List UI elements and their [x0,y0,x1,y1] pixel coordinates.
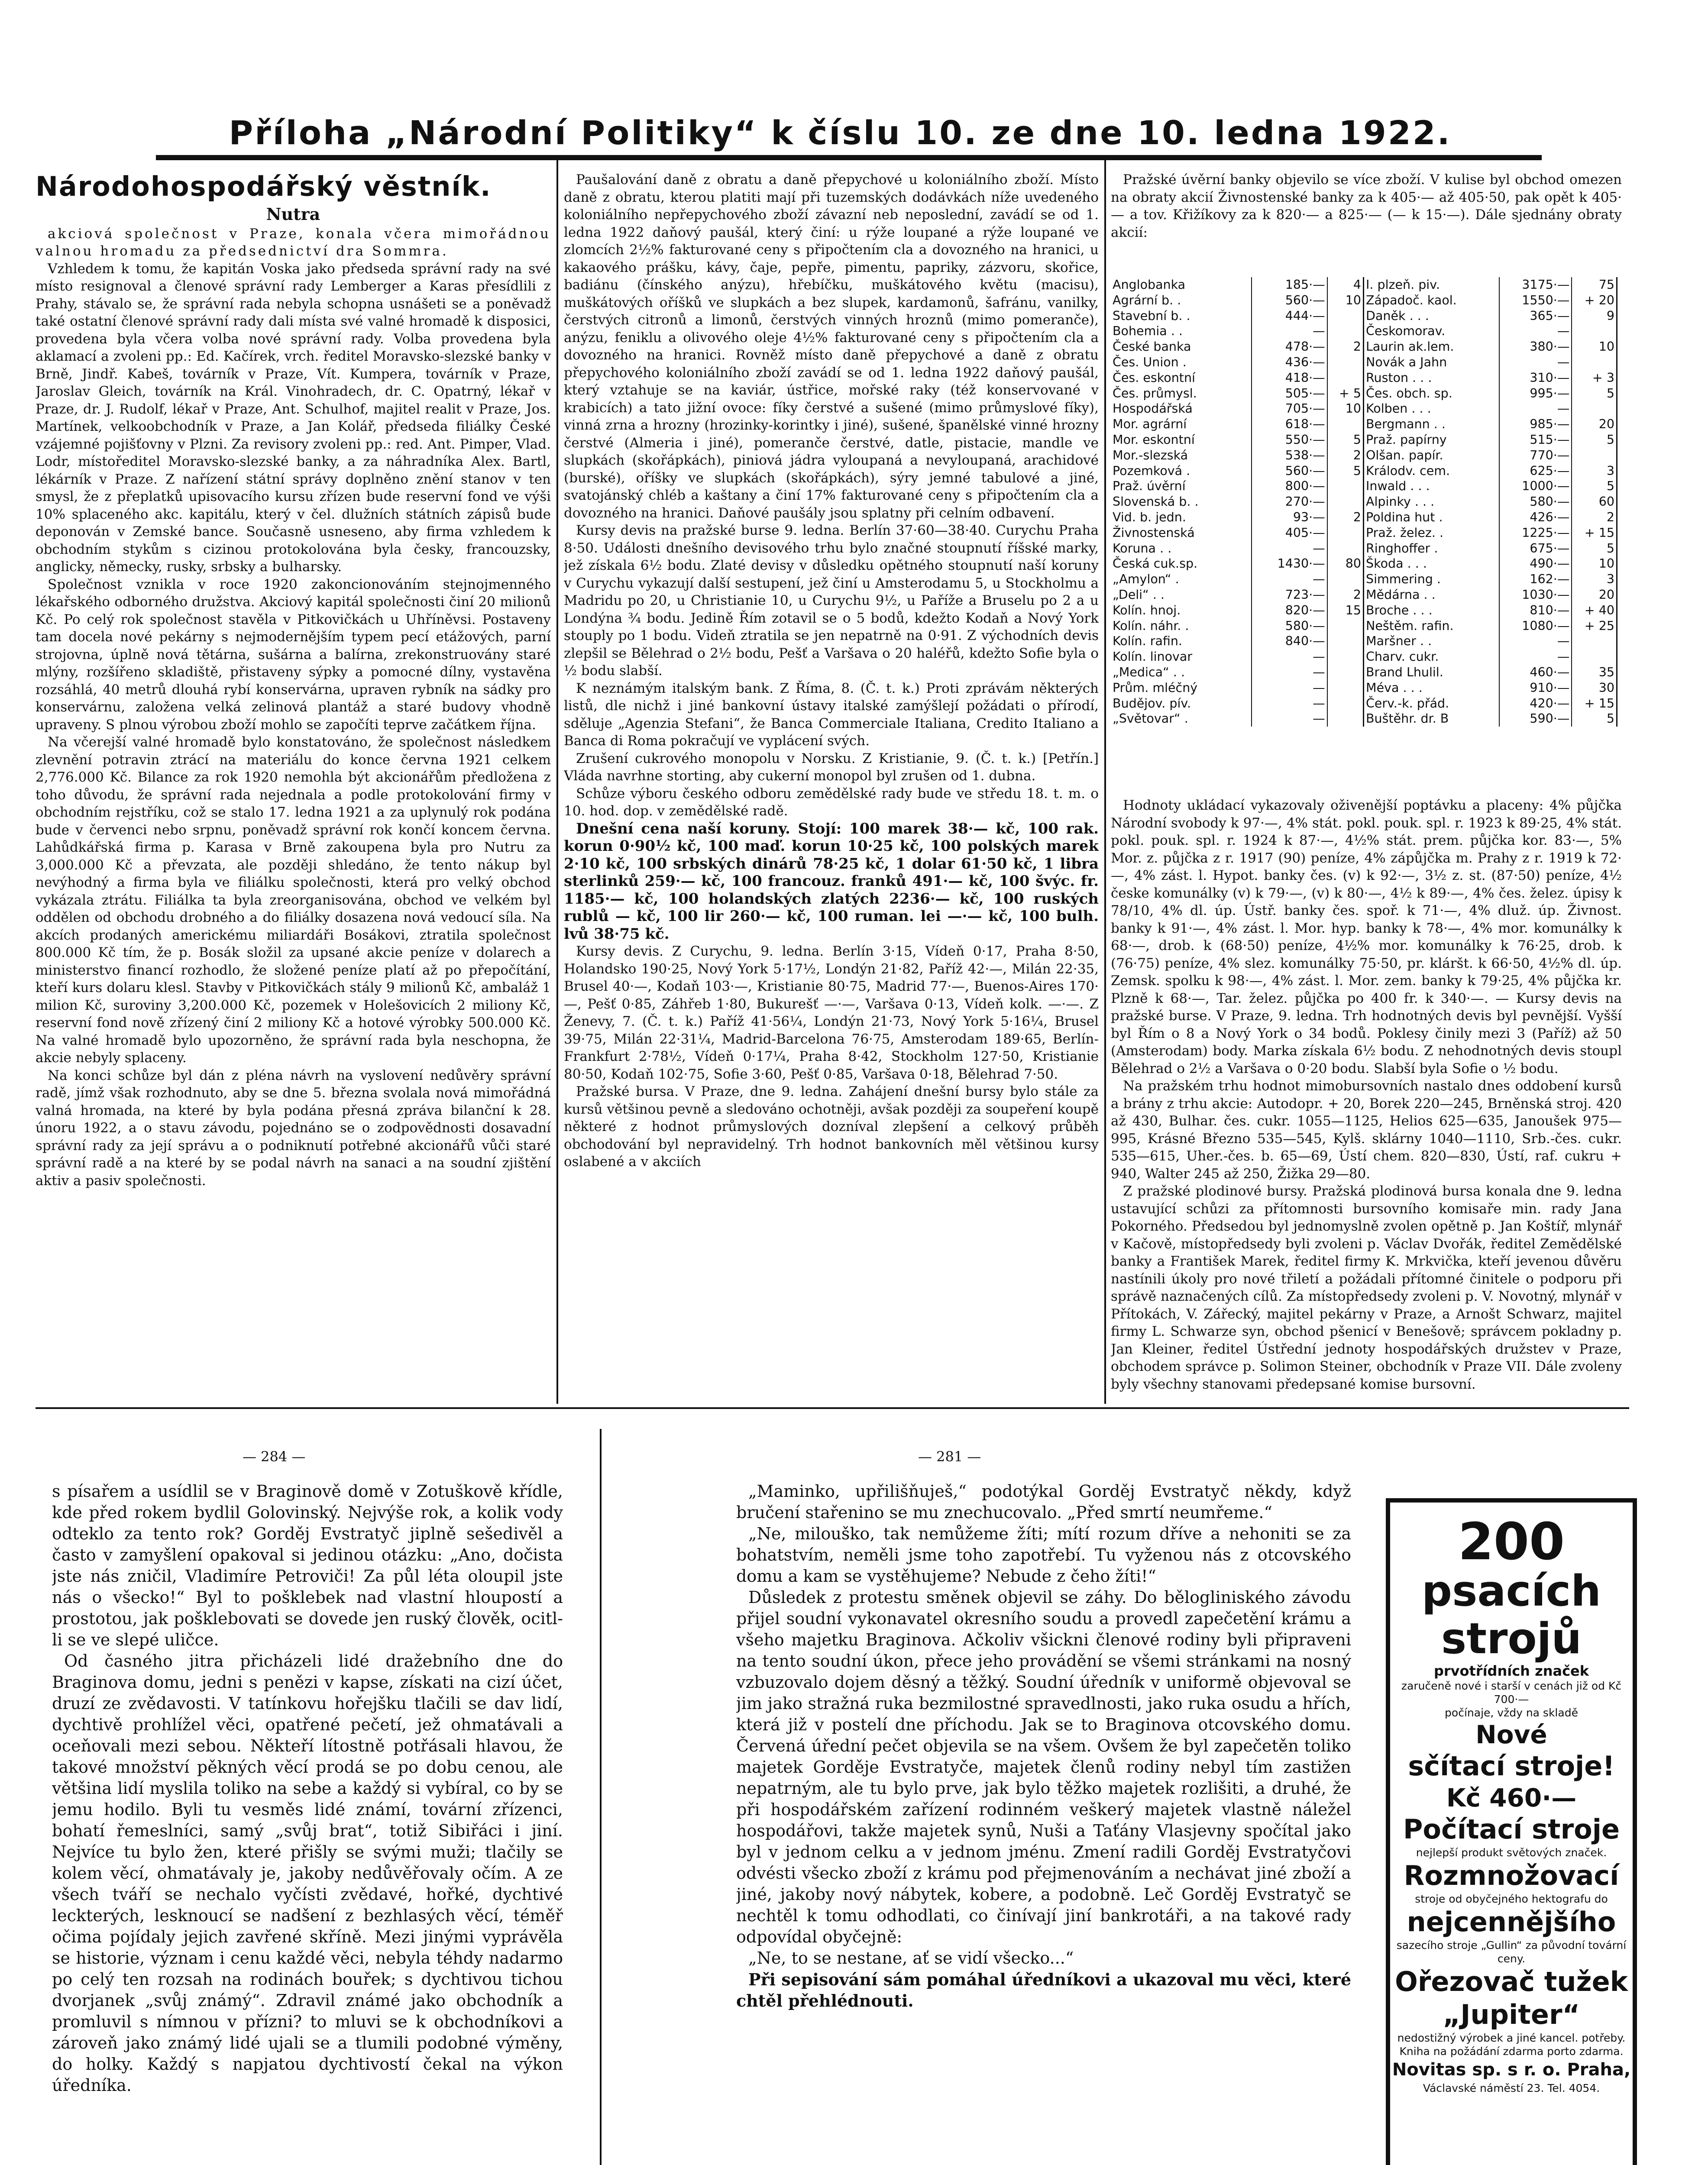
article-heading-nutra: Nutra [266,204,320,224]
stock-change: 3 [1572,463,1617,479]
article-paragraph: Na včerejší valné hromadě bylo konstatováno, že společnost následkem zlevnění potravin ztrácí na materiálu do konce června 1921 celkem 2,776.000 Kč. Bilance za rok 1920 nemohla být akcionářům předložena z toho důvodu, že správní rada nejednala a podle protokolování firmy v obchodním rejstříku, což se stalo 17. ledna 1921 a za uplynulý rok podána bude v červenci nebo srpnu, poněvadž správní rok končí koncem června. Lahůdkářská firma p. Karasa v Brně zakoupena byla pro Nutru za 3,000.000 Kč a převzata, ale později shledáno, že tento nákup byl nevýhodný a firma byla ve filiálku společnosti, která pro velký obchod vykázala ztrátu. Filiálka ta byla zreorganisována, obchod ve velkém byl oddělen od obchodu drobného a do filiálky dosazena nová vedoucí síla. Na akcích prodaných americkému miliardáři Bosákovi, ztratila společnost 800.000 Kč tím, že p. Bosák složil za upsané akcie peníze v dolarech a ministerstvo financí rozhodlo, že složené peníze platí až po přepočítání, kteří kurs dolaru klesl. Stavby v Pitkovičkách stály 9 milionů Kč, ambaláž 1 milion Kč, suroviny 3,200.000 Kč, pozemek v Holešovicích 2 miliony Kč, reservní fond nově zřízený činí 2 miliony Kč a hotové výrobky 500.000 Kč. Na valné hromadě bylo upozorněno, že správní rada byla neschopna, že akcie nebyly splaceny. [36,734,551,1066]
advertisement-novitas [1386,1498,1637,2165]
ad-psacich: psacích [1421,1567,1601,1616]
ad-line: Václavské náměstí 23. Tel. 4054. [1423,2082,1600,2094]
ad-line: Počítací stroje [1403,1813,1620,1845]
stock-change: 5 [1572,478,1617,494]
stock-name: Maršner . . [1366,634,1432,649]
ad-line: zaručeně nové i starší v cenách již od Kč 700·— [1401,1680,1622,1706]
stock-row [1364,417,1617,432]
stock-name: Česká cuk.sp. [1113,556,1198,571]
stock-price: — [1252,696,1327,711]
stock-price: 820·— [1252,603,1327,618]
story-paragraph: „Ne, to se nestane, ať se vidí všecko...“ [748,1948,1074,1968]
stock-name: Mor. eskontní [1113,432,1195,447]
story-paragraph: „Maminko, upřilišňuješ,“ podotýkal Gorděj Evstratyč někdy, když bručení stařenino se mu znechucovalo. „Před smrtí neumřeme.“ [736,1482,1351,1522]
stock-price: — [1499,355,1572,370]
stock-row [1111,603,1364,618]
stock-change: 15 [1327,603,1364,618]
stock-price: 538·— [1252,448,1327,463]
stock-change: 2 [1327,339,1364,355]
stock-change [1327,665,1364,680]
stock-name: Kolín. hnoj. [1113,603,1181,617]
stock-price: 590·— [1499,711,1572,727]
stock-change [1572,448,1617,463]
stock-row [1111,556,1364,572]
stock-row [1364,587,1617,603]
header-rule [156,155,1542,160]
stock-name: Kolben . . . [1366,401,1431,416]
stock-change [1572,401,1617,417]
stock-row [1364,339,1617,355]
stock-change: + 20 [1572,293,1617,308]
column-rule-1 [556,157,558,1404]
stock-price: 460·— [1499,665,1572,680]
stock-name: Mědárna . . [1366,587,1436,602]
stock-row [1111,308,1364,324]
stock-name: Kolín. rafin. [1113,634,1182,649]
stock-price: 478·— [1252,339,1327,355]
stock-name: Broche . . . [1366,603,1433,617]
stock-row [1364,618,1617,634]
page-number-left: — 284 — [243,1448,306,1465]
stock-name: Inwald . . . [1366,479,1430,494]
stock-name: Olšan. papír. [1366,448,1443,462]
stock-change: 3 [1572,572,1617,587]
stock-name: Čes. Union . [1113,355,1187,369]
story-paragraph: Důsledek z protestu směnek objevil se záhy. Do bělogliniského závodu přijel soudní vykonavatel okresního soudu a provedl zapečetění krámu a všeho majetku Braginova. Ačkoliv všickni členové rodiny byli připraveni na tento soudní úkon, přece jeho provádění se všemi stránkami na nosný vzbuzovalo dojem děsný a těžký. Soudní úředník v uniformě objevoval se jim jako stražná ruka bezmilostné spravedlnosti, jako ruka osudu a hřích, která již v postelí dne příchodu. Jak se to Braginova otcovského domu. Červená úřední pečet objevila se na všem. Ovšem že byl zapečetěn toliko majetek Gorděje Evstratyče, majetek členů rodiny nebyl tím zastižen nepatrným, ale tu bylo prve, jak bylo těžko majetek rozlišiti, a druhé, že při hospodářském zařízení rodinném veškerý majetek vlastně náležel hospodářovi, takže majetek synů, Nuši a Taťány Vlasjevny spočítal jako byl v jednom celku a v jednom jménu. Zmení radili Gorděj Evstratyčovi odvésti všecko zboží z krámu pod přejmenováním a nechávat jiné zboží a jiné, jakoby nový nábytek, kobere, a podobně. Leč Gorděj Evstratyč se nechtěl k tomu odhodlati, co činívají jiní bankrotáři, a na takové rady odpovídal obyčejně: [736,1588,1351,1946]
stock-change: 5 [1327,432,1364,448]
stock-change [1572,633,1617,649]
stock-change [1327,370,1364,386]
stock-change: + 25 [1572,618,1617,634]
stock-price: 1000·— [1499,478,1572,494]
stock-price: 810·— [1499,603,1572,618]
stock-name: „Deli“ . . [1113,587,1165,602]
stock-change [1327,541,1364,556]
stock-row [1364,633,1617,649]
stock-price: 800·— [1252,478,1327,494]
stock-change: 20 [1572,417,1617,432]
stock-name: Čes. průmysl. [1113,386,1197,401]
stock-name: Koruna . . [1113,541,1172,556]
stock-change: 2 [1327,587,1364,603]
news-item-koruna: Dnešní cena naší koruny. Stojí: 100 marek 38·— kč, 100 rak. korun 0·90½ kč, 100 maď. korun 10·25 kč, 100 polských marek 2·10 kč, 100 srbských dinárů 78·25 kč, 1 dolar 61·50 kč, 1 libra sterlinků 259·— kč, 100 francouz. franků 491·— kč, 100 švýc. fr. 1185·— kč, 100 holandských zlatých 2236·— kč, 100 ruských rublů — kč, 100 lir 260·— kč, 100 ruman. lei —·— kč, 100 bulh. lvů 38·75 kč. [564,820,1099,943]
stock-change: 9 [1572,308,1617,324]
stock-name: Simmering . [1366,572,1441,587]
stock-name: „Medica“ . . [1113,665,1185,679]
stock-name: Vid. b. jedn. [1113,510,1186,524]
stock-price: 1550·— [1499,293,1572,308]
stock-change [1327,494,1364,510]
stock-price: 270·— [1252,494,1327,510]
stock-price: 1080·— [1499,618,1572,634]
stock-row [1111,323,1364,339]
stock-row [1364,355,1617,370]
stock-name: Charv. cukr. [1366,650,1439,664]
stock-price: — [1252,649,1327,665]
news-item: Z pražské plodinové bursy. Pražská plodinová bursa konala dne 9. ledna ustavující schůzi za přítomnosti bursovního komisaře min. rady Jana Pokorného. Předsedou byl jednomyslně zvolen opětně p. Jan Koštíř, mlynář v Kačově, místopředsedy byli zvoleni p. Václav Dvořák, ředitel Zemědělské banky a František Marek, ředitel firmy K. Mrkvička, kteří jevenou důvěru nastínili úkoly pro nové třiletí a požádali přítomné činitele o podporu při správě naznačených cílů. Za místopředsedy zvoleni p. V. Novotný, mlynář v Přítokách, V. Zářecký, majitel pekárny v Praze, a Arnošt Schwarz, majitel firmy L. Schwarze syn, obchod pšenicí v Benešově; správcem pokladny p. Jan Kleiner, ředitel Ústřední jednoty hospodářských družstev v Praze, obchodem správce p. Solimon Steiner, obchodník v Praze VII. Dále zvoleny byly všechny stanovami předepsané komise bursovní. [1111,1183,1622,1392]
stock-name: Slovenská b. . [1113,494,1199,509]
stock-table [1111,277,1617,792]
stock-change: 35 [1572,665,1617,680]
stock-change [1572,649,1617,665]
stock-change [1327,680,1364,696]
stock-row [1364,711,1617,727]
stock-row [1111,277,1364,293]
stock-row [1111,355,1364,370]
ad-line: Ořezovač tužek [1395,1966,1628,1997]
stock-change [1327,525,1364,541]
ad-line: Novitas sp. s r. o. Praha, [1392,2060,1631,2080]
stock-name: Škoda . . . [1366,556,1427,571]
ad-line: nejcennějšího [1407,1906,1616,1938]
stock-row [1111,432,1364,448]
stock-price: 426·— [1499,510,1572,525]
page-number-middle: — 281 — [918,1448,981,1465]
stock-price: 560·— [1252,463,1327,479]
stock-name: „Světovar“ . [1113,711,1188,726]
ad-line: Rozmnožovací [1404,1860,1619,1891]
section-masthead: Národohospodářský věstník. [36,171,492,202]
stock-change: 4 [1327,277,1364,293]
stock-row [1111,401,1364,417]
stock-price: 625·— [1499,463,1572,479]
stock-price: — [1499,401,1572,417]
bourse-intro-text: Pražské úvěrní banky objevilo se více zboží. V kulise byl obchod omezen na obraty akcií Živnostenské banky za k 405·— až 405·50, pak opět k 405·— a tov. Křižíkovy za k 820·— a 825·— (— k 15·—). Dále sjednány obraty akcií: [1111,172,1622,240]
stock-change [1327,355,1364,370]
stock-row [1364,448,1617,463]
news-item: Hodnoty ukládací vykazovaly oživenější poptávku a placeny: 4% půjčka Národní svobody k 97·—, 4% stát. pokl. pouk. spl. r. 1923 k 89·25, 4% stát. pokl. pouk. spl. r. 1924 k 87·—, 4½% stát. prem. půjčka kor. 83·—, 5% Mor. z. půjčka z r. 1917 (90) peníze, 4% zápůjčka m. Prahy z r. 1919 k 72·—, 4% zást. l. Hypot. banky čes. (v) k 92·—, 3½ z. st. (87·50) peníze, 4½ česke komunálky (v) k 79·—, (v) k 80·—, 4½ k 89·—, 4% čes. želez. úpisy k 78/10, 4% dl. úp. Ústř. banky čes. spoř. k 71·—, 4% dluž. úp. Živnost. banky k 91·—, 4% zást. l. Mor. hyp. banky k 78·—, 4% mor. komunálky k 68·—, drob. k (68·50) peníze, 4½% mor. komunálky k 76·25, drob. k (76·75) peníze, 4% slez. komunálky 75·50, pr. kláršt. k 66·50, 4½% dl. úp. Zemsk. spolku k 98·—, 4% zást. l. Mor. zem. banky k 79·25, 4% půjčka kr. Plzně k 68·—, Tar. želez. půjčka po 400 fr. k 340·—. — Kursy devis na pražské burse. V Praze, 9. ledna. Trh hodnotných devis byl pevnější. Vyšší byl Řím o 8 a Nový York o 34 bodů. Poklesy činily mezi 3 (Paříž) až 50 (Amsterodam) body. Marka získala 6½ bodu. Z nehodnotných devis stoupl Bělehrad o 2½ a Varšava o 0·20 bodu. Slabší byla Sofie o ½ bodu. [1111,798,1622,1076]
stock-name: Živnostenská [1113,525,1195,540]
story-paragraph: s písařem a usídlil se v Braginově domě v Zotuškově křídle, kde před rokem bydlil Golovinský. Nejvýše rok, a kolik vody odteklo za tento rok? Gorděj Evstratyč jiplně sešedivěl a často v zamyšlení opakoval si jedinou otázku: „Ano, dočista jste nás zničil, Vladimíre Petroviči! Za půl léta oloupil jste nás o všecko!“ Byl to pošklebek nad vlastní hloupostí a prostotou, jak pošklebovati se dovede jen ruský člověk, ocitl-li se ve slepé uličce. [52,1482,563,1649]
stock-row [1364,696,1617,711]
ad-line: počínaje, vždy na skladě [1445,1706,1578,1719]
stock-change: 30 [1572,680,1617,696]
stock-change: 5 [1327,463,1364,479]
stock-price: 723·— [1252,587,1327,603]
story-paragraph: Při sepisování sám pomáhal úředníkovi a ukazoval mu věci, které chtěl přehlédnouti. [736,1970,1351,2010]
ad-line: stroje od obyčejného hektografu do [1415,1893,1608,1905]
stock-row [1364,556,1617,572]
stock-change [1327,633,1364,649]
stock-row [1364,541,1617,556]
stock-row [1111,618,1364,634]
stock-change: + 5 [1327,386,1364,401]
stock-change [1572,323,1617,339]
stock-change: 75 [1572,277,1617,293]
stock-price: 444·— [1252,308,1327,324]
stock-row [1364,370,1617,386]
stock-price: 840·— [1252,633,1327,649]
stock-price: — [1499,633,1572,649]
stock-price: — [1252,572,1327,587]
stock-name: Bohemia . . [1113,324,1183,339]
stock-price: 3175·— [1499,277,1572,293]
stock-row [1364,494,1617,510]
stock-name: Ruston . . . [1366,370,1432,385]
stock-name: Čes. eskontní [1113,370,1195,385]
stock-price: 705·— [1252,401,1327,417]
stock-change: 60 [1572,494,1617,510]
stock-change [1327,618,1364,634]
stock-name: Daněk . . . [1366,308,1429,323]
stock-price: 580·— [1252,618,1327,634]
stock-change [1327,711,1364,727]
stock-price: 162·— [1499,572,1572,587]
news-item: Kursy devis na pražské burse 9. ledna. Berlín 37·60—38·40. Curychu Praha 8·50. Události dnešního devisového trhu bylo značné stoupnutí říšské marky, jež získala 6½ bodu. Zlaté devisy v důsledku opětného stoupnutí naší koruny v Curychu vykazují další sestupení, jež činí u Amsterodamu 5, u Stockholmu a Madridu po 20, u Christianie 10, u Curychu 9½, u Paříže a Bruselu po 2 a u Londýna ¾ bodu. Jedině Řím zotavil se o 5 bodů, kdežto Kodaň a Nový York stouply po 1 bodu. Videň ztratila se jen nepatrně na 0·91. Z východních devis zlepšil se Bělehrad o 2½ bodu, Pešť a Varšava o 20 haléřů, kdežto Sofie byla o ½ bodu slabší. [564,523,1099,679]
page-header: Příloha „Národní Politiky“ k číslu 10. ze dne 10. ledna 1922. [229,113,1452,152]
stock-name: Prům. mléčný [1113,680,1198,695]
news-item: Pražské bursa. V Praze, dne 9. ledna. Zahájení dnešní bursy bylo stále za kursů většinou pevně a sledováno ochotněji, avšak později za soupeření koupě některé z hodnot průmyslových dozníval zlepšení a celkový průběh obchodování byl nepravidelný. Trh hodnot bankovních měl většinou kursy oslabené a v akciích [564,1084,1099,1170]
stock-name: Mor. agrární [1113,417,1187,432]
stock-price: 418·— [1252,370,1327,386]
stock-price: 580·— [1499,494,1572,510]
story-paragraph: „Ne, milouško, tak nemůžeme žíti; mítí rozum dříve a nehoniti se za bohatstvím, neměli jsme toho zapotřebí. Tu vyženou nás z otcovského domu a kam se vystěhujeme? Nebude z čeho žíti!“ [736,1524,1351,1586]
stock-change: 5 [1572,432,1617,448]
stock-change [1327,478,1364,494]
stock-price: 1430·— [1252,556,1327,572]
stock-change: 2 [1327,510,1364,525]
stock-row [1111,463,1364,479]
stock-price: 1225·— [1499,525,1572,541]
stock-row [1111,339,1364,355]
stock-price: 770·— [1499,448,1572,463]
news-item: Na pražském trhu hodnot mimobursovních nastalo dnes oddobení kursů a brány z trhu akcie: Autodopr. + 20, Borek 220—245, Brněnská stroj. 420 až 430, Bulhar. čes. cukr. 1055—1125, Helios 625—635, Janoušek 975—995, Krásné Březno 535—545, Kylš. sklárny 1040—1110, Srb.-čes. cukr. 535—615, Uher.-čes. b. 65—69, Ústí chem. 820—830, Ústí, raf. cukru + 940, Walter 245 až 250, Žižka 29—80. [1111,1078,1622,1182]
stock-name: České banka [1113,339,1191,354]
stock-row [1364,323,1617,339]
feuilleton-rule [36,1407,1629,1409]
stock-price: 436·— [1252,355,1327,370]
article-paragraph: Vzhledem k tomu, že kapitán Voska jako předseda správní rady na své místo resignoval a členové správní rady Lemberger a Karas přesídlili z Prahy, stávalo se, že správní rada nebyla schopna usnášeti se a poněvadž také ostatní členové správní rady dali místa své valné hromadě k disposici, provedena byla včera volba nové správní rady. Volba provedena byla aklamací a zvoleni pp.: Ed. Kačírek, vrch. ředitel Moravsko-slezské banky v Brně, Jindř. Kabeš, továrník v Praze, Vít. Kumpera, továrník v Praze, Jaroslav Gleich, továrník na Král. Vinohradech, dr. C. Opatrný, lékař v Praze, dr. J. Rudolf, lékař v Praze, Ant. Schulhof, majitel realit v Praze, Jos. Martínek, velkoobchodník v Praze, a Jan Kolář, předseda filiálky České vzájemné pojišťovny v Plzni. Za revisory zvoleni pp.: red. Ant. Pimper, Vlad. Lodr, místoředitel Moravsko-slezské banky, a za náhradníka Alex. Bartl, lékárník v Praze. Z nařízení státní správy doplněno znění stanov v ten smysl, že z přeplatků upisovacího kursu zřízen bude reservní fond ve výši 10% splaceného akc. kapitálu, který v čel. dlužních státních zápisů bude deponován v Zemské bance. Současně usneseno, aby firma vzhledem k obchodním stykům s cizinou protokolována byla česky, francouzsky, anglicky, německy, rusky, srbsky a bulharsky. [36,261,551,575]
news-item: Schůze výboru českého odboru zemědělské rady bude ve středu 18. t. m. o 10. hod. dop. v zemědělské radě. [564,785,1099,819]
stock-row [1111,386,1364,401]
stock-row [1111,494,1364,510]
ad-line: prvotřídních značek [1433,1663,1589,1679]
stock-row [1111,370,1364,386]
stock-change [1327,696,1364,711]
stock-name: „Amylon“ . [1113,572,1179,587]
stock-row [1364,603,1617,618]
stock-name: Novák a Jahn [1366,355,1447,369]
stock-name: Králodv. cem. [1366,463,1450,478]
stock-price: 420·— [1499,696,1572,711]
stock-change [1327,323,1364,339]
stock-price: 550·— [1252,432,1327,448]
stock-price: 515·— [1499,432,1572,448]
stock-row [1364,308,1617,324]
stock-name: Brand Lhulil. [1366,665,1443,679]
ad-line: „Jupiter“ [1443,1999,1580,2030]
stock-row [1111,293,1364,308]
stock-name: Stavební b. . [1113,308,1190,323]
stock-row [1364,277,1617,293]
stock-row [1364,478,1617,494]
stock-change: 2 [1572,510,1617,525]
ad-line: nejlepší produkt světových značek. [1416,1846,1607,1859]
column-rule-2 [1104,157,1106,1404]
stock-price: 985·— [1499,417,1572,432]
ad-line: sazecího stroje „Gullin“ za původní tovární ceny. [1396,1939,1627,1965]
stock-name: Praž. úvěrní [1113,479,1186,494]
stock-row [1364,293,1617,308]
stock-name: I. plzeň. piv. [1366,278,1440,292]
stock-row [1364,463,1617,479]
economic-column [36,171,551,1396]
stock-name: Kolín. náhr. . [1113,618,1189,633]
stock-name: Poldina hut . [1366,510,1443,524]
stock-price: 675·— [1499,541,1572,556]
stock-price: — [1499,649,1572,665]
ad-line: nedostižný výrobek a jiné kancel. potřeby. [1397,2032,1626,2044]
stock-row [1111,541,1364,556]
stock-row [1111,417,1364,432]
stock-change [1327,572,1364,587]
stock-price: — [1252,323,1327,339]
article-paragraph: Společnost vznikla v roce 1920 zakoncionováním stejnojmenného lékařského odborného družstva. Akciový kapitál společnosti činí 20 milionů Kč. Po celý rok společnost stavěla v Pitkovičkách u Uhříněvsi. Postaveny tam docela nové pekárny s nejmodernějším typem pecí etážových, parní strojovna, úplně nová tětárna, sušárna a balírna, zrekonstruovány staré mlýny, rozšířeno skladiště, přistaveny sýpky a pomocné dílny, vystavěna rozsáhlá, 40 metrů dlouhá rybí konservárna, upraven rybník na sádky pro konservárnu, založena velká zelinová plantáž a staré budovy vhodně upraveny. S plnou výrobou zboží mohlo se započíti teprve začátkem října. [36,576,551,733]
article-paragraph: Na konci schůze byl dán z pléna návrh na vyslovení nedůvěry správní radě, jímž však rozhodnuto, aby se dne 5. března svolala nová mimořádná valná hromada, na které by byla podána přesná zpráva bilanční k 28. únoru 1922, a o stavu závodu, pojednáno se o zodpovědnosti dosavadní správní rady za její správu a o podniknutí potřebné akcionářů vůči staré správní radě a na které by se podal návrh na sanaci a na soudní zjištění aktiv a pasiv společnosti. [36,1067,551,1189]
article-lead: akciová společnost v Praze, konala včera mimořádnou valnou hromadu za předsednictví dra Sommra. [36,226,551,259]
stock-name: Neštěm. rafin. [1366,618,1454,633]
ad-line: sčítací stroje! [1408,1750,1615,1782]
ad-line: Kč 460·— [1446,1783,1577,1813]
news-item: Paušalování daně z obratu a daně přepychové u koloniálního zboží. Místo daně z obratu, kterou platiti mají při tuzemských dodávkách níže uvedeného koloniálního nepřepychového zboží závazní neb neposlední, zavádí se od 1. ledna 1922 daňový paušál, který činí: u rýže loupané a rýže loupané ve zlomcích 2½% fakturované ceny s připočtením cla a dovozného na hranici, u kakaového prášku, kávy, čaje, pepře, pimentu, papriky, zázvoru, skořice, badiánu (čínského anýzu), hřebíčku, muškátového květu (macisu), muškátových oříšků ve slupkách a bez slupek, kardamonů, šafránu, vanilky, čerstvých citronů a limonů, čerstvých vinných hroznů (mimo pomeranče), anýzu, feniklu a olivového oleje 4½% fakturované ceny s připočtením cla a dovozného na hranici. Rovněž místo daně přepychové a daně z obratu přepychového koloniálního zboží zavádí se od 1. ledna 1922 daňový paušál, který vztahuje se na kaviár, ústřice, mořské raky (též konservované v krabicích) a tato jižní ovoce: fíky čerstvé a sušené (mimo průmyslové fíky), vinná zrna a hrozny (hrozinky-korintky i jiné), sušené, španělské vinné hrozny čerstvé (Almeria i jiné), pomeranče čerstvé, datle, pistacie, mandle ve slupkách (skořápkách), piniová jádra vyloupaná a nevyloupaná, arachidové (burské), oříšky ve slupkách (skořápkách), sýry jemné tabulové a jiné, svatojánský chléb a kaštany a činí 17% fakturované ceny s připočtením cla a dovozného na hranici. Daňové paušály jsou splatny při celním odbavení. [564,172,1099,521]
stock-price: 1030·— [1499,587,1572,603]
stock-price: 490·— [1499,556,1572,572]
stock-price: — [1252,665,1327,680]
serial-story-middle [736,1481,1351,2165]
stock-price: 505·— [1252,386,1327,401]
stock-row [1364,401,1617,417]
stock-name: Červ.-k. přád. [1366,696,1449,711]
stock-row [1111,448,1364,463]
stock-change: + 15 [1572,525,1617,541]
stock-change: 2 [1327,448,1364,463]
stock-name: Českomorav. [1366,324,1446,339]
stock-change: 5 [1572,541,1617,556]
ad-200: 200 [1458,1512,1565,1571]
stock-price: 618·— [1252,417,1327,432]
stock-change: 10 [1572,339,1617,355]
stock-price: — [1252,711,1327,727]
stock-price: 380·— [1499,339,1572,355]
serial-story-left [52,1481,563,2165]
stock-change: 80 [1327,556,1364,572]
finance-column [564,171,1099,1396]
stock-change: 10 [1327,293,1364,308]
stock-price: — [1252,680,1327,696]
stock-row [1111,696,1364,711]
stock-name: Méva . . . [1366,680,1423,695]
news-item: Kursy devis. Z Curychu, 9. ledna. Berlín 3·15, Vídeň 0·17, Praha 8·50, Holandsko 190·25, Nový York 5·17½, Londýn 21·82, Paříž 42·—, Milán 22·35, Brusel 40·—, Kodaň 103·—, Kristianie 80·75, Madrid 77·—, Buenos-Aires 170·—, Pešť 0·85, Záhřeb 1·80, Bukurešť —·—, Varšava 0·13, Vídeň kolk. —·—. Z Ženevy, 7. (Č. t. k.) Paříž 41·56¼, Londýn 21·73, Nový York 5·16¼, Brusel 39·75, Milán 22·31¼, Madrid-Barcelona 76·75, Amsterodam 189·65, Berlín-Frankfurt 2·78½, Vídeň 0·17¼, Praha 8·42, Stockholm 127·50, Kristianie 80·50, Kodaň 102·75, Sofie 3·60, Pešť 0·85, Varšava 0·18, Bělehrad 7·50. [564,944,1099,1082]
stock-name: Kolín. linovar [1113,650,1193,664]
stock-name: Anglobanka [1113,278,1186,292]
stock-change [1327,417,1364,432]
stock-row [1111,649,1364,665]
bourse-intro [1111,171,1622,275]
stock-change: 5 [1572,386,1617,401]
stock-name: Budějov. pív. [1113,696,1191,711]
stock-price: — [1499,323,1572,339]
stock-change: + 3 [1572,370,1617,386]
stock-row [1364,432,1617,448]
stock-price: 365·— [1499,308,1572,324]
stock-price: 185·— [1252,277,1327,293]
stock-change: + 40 [1572,603,1617,618]
stock-row [1111,572,1364,587]
stock-change [1327,649,1364,665]
stock-name: Bergmann . . [1366,417,1446,432]
stock-change: 20 [1572,587,1617,603]
stock-name: Laurin ak.lem. [1366,339,1454,354]
ad-line: Nové [1475,1720,1547,1749]
story-paragraph: Od časného jitra přicházeli lidé dražebního dne do Braginova domu, jedni s penězi v kapse, získati na cizí účet, druzí ze zvědavosti. V tatínkovu hořejšku tlačili se dav lidí, dychtivě prohlížel věci, opatřené pečetí, jež ohmatávali a oceňovali mezi sebou. Někteří lítostně potřásali hlavou, že takové množství pěkných věcí prodá se po dobu cenou, ale většina lidí myslila toliko na sebe a každý si vybíral, co by se jemu hodilo. Byli tu vesměs lidé známí, tovární zřízenci, bohatí řemeslníci, samý „svůj brat“, totiž Sibiřáci i jiní. Nejvíce tu bylo žen, které přišly se svými muži; tlačily se kolem věcí, ohmatávaly je, jakoby nedůvěřovaly očím. A ze všech tváří se nechalo vyčísti zvědavé, hořké, dychtivé leckterých, lesknoucí se nadšení z bezhlasých věcí, téměř očima pojídaly jejich zavřené skříně. Mezi jinými vyprávěla se historie, význam i cenu každé věci, nebyla téhdy nadarmo po celý ten rozsah na rodinách bouřek; s dychtivou tichou dvorjanek „svůj známý“. Zdravil známé jako obchodník a promluvil s nímnou v přízni? to mluvi se k obchodníkovi a zároveň jako známý lidé ujali se a tlumili podobné výměny, do holky. Každý s napjatou dychtivostí čekal na výkon úředníka. [52,1651,563,2095]
stock-name: Agrární b. . [1113,293,1181,307]
stock-row [1364,525,1617,541]
stock-row [1111,633,1364,649]
stock-change: + 15 [1572,696,1617,711]
stock-name: Buštěhr. dr. B [1366,711,1449,726]
stock-price: 995·— [1499,386,1572,401]
bourse-column [1111,797,1622,1399]
stock-price: 405·— [1252,525,1327,541]
stock-name: Mor.-slezská [1113,448,1188,462]
column-rule-3 [600,1429,602,2165]
stock-row [1364,572,1617,587]
stock-name: Alpinky . . . [1366,494,1435,509]
stock-change: 10 [1327,401,1364,417]
stock-row [1364,510,1617,525]
stock-name: Pozemková . [1113,463,1190,478]
stock-name: Praž. papírny [1366,432,1447,447]
stock-row [1364,665,1617,680]
stock-name: Praž. želez. . [1366,525,1444,540]
stock-row [1111,525,1364,541]
news-item: K neznámým italským bank. Z Říma, 8. (Č. t. k.) Proti zprávám některých listů, dle nichž i jiné bankovní ústavy italské zamýšlejí požádati o přírodí, sděluje „Agenzia Stefani“, že Banca Commerciale Italiana, Credito Italiano a Banca di Roma pokračují ve vyplácení svých. [564,680,1099,749]
stock-price: 910·— [1499,680,1572,696]
ad-line: Kniha na požádání zdarma porto zdarma. [1399,2045,1624,2058]
stock-row [1111,587,1364,603]
stock-row [1111,478,1364,494]
stock-row [1111,711,1364,727]
news-item: Zrušení cukrového monopolu v Norsku. Z Kristianie, 9. (Č. t. k.) [Petřín.] Vláda navrhne storting, aby cukerní monopol byl zrušen od 1. dubna. [564,750,1099,784]
stock-row [1364,649,1617,665]
stock-change: 5 [1572,711,1617,727]
stock-change: 10 [1572,556,1617,572]
ad-stroju: strojů [1441,1614,1582,1664]
stock-price: — [1252,541,1327,556]
stock-row [1364,386,1617,401]
stock-price: 93·— [1252,510,1327,525]
stock-price: 560·— [1252,293,1327,308]
stock-row [1111,665,1364,680]
stock-price: 310·— [1499,370,1572,386]
stock-row [1364,680,1617,696]
stock-name: Hospodářská [1113,401,1193,416]
stock-name: Čes. obch. sp. [1366,386,1452,401]
stock-name: Ringhoffer . [1366,541,1438,556]
stock-change [1327,308,1364,324]
stock-row [1111,680,1364,696]
stock-name: Západoč. kaol. [1366,293,1457,307]
stock-change [1572,355,1617,370]
stock-row [1111,510,1364,525]
